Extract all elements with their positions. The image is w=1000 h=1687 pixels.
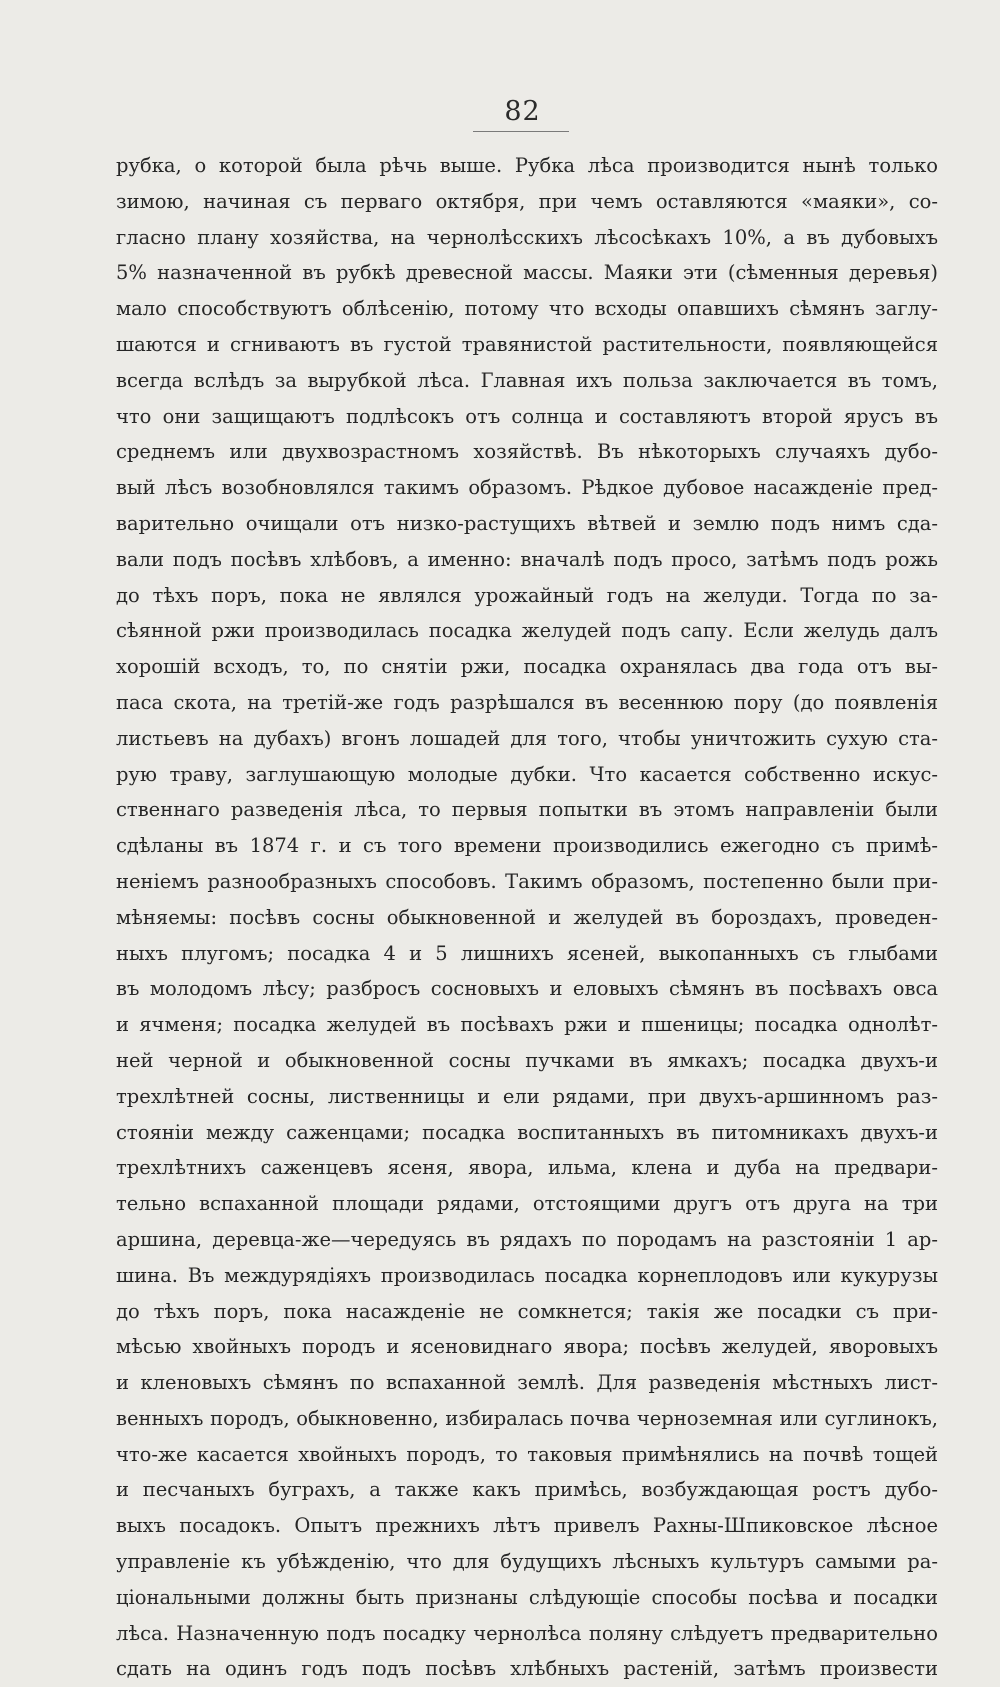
text-line: 5% назначенной въ рубкѣ древесной массы. Маяки эти (сѣменныя деревья) bbox=[116, 261, 938, 285]
text-line: ціональными должны быть признаны слѣдующіе способы посѣва и посадки bbox=[116, 1585, 938, 1609]
text-line: листьевъ на дубахъ) вгонъ лошадей для того, чтобы уничтожить сухую ста- bbox=[116, 726, 938, 750]
text-line: что они защищаютъ подлѣсокъ отъ солнца и составляютъ второй ярусъ въ bbox=[116, 404, 938, 428]
text-line: ней черной и обыкновенной сосны пучками въ ямкахъ; посадка двухъ-и bbox=[116, 1048, 938, 1072]
text-line: венныхъ породъ, обыкновенно, избиралась почва черноземная или суглинокъ, bbox=[116, 1406, 938, 1430]
text-line: трехлѣтнихъ саженцевъ ясеня, явора, ильма, клена и дуба на предвари- bbox=[116, 1156, 938, 1180]
text-line: ныхъ плугомъ; посадка 4 и 5 лишнихъ ясеней, выкопанныхъ съ глыбами bbox=[116, 941, 938, 965]
text-line: управленіе къ убѣжденію, что для будущихъ лѣсныхъ культуръ самыми ра- bbox=[116, 1550, 938, 1574]
text-line: среднемъ или двухвозрастномъ хозяйствѣ. Въ нѣкоторыхъ случаяхъ дубо- bbox=[116, 440, 938, 464]
text-line: шина. Въ междурядіяхъ производилась посадка корнеплодовъ или кукурузы bbox=[116, 1263, 938, 1287]
text-line: неніемъ разнообразныхъ способовъ. Такимъ образомъ, постепенно были при- bbox=[116, 869, 938, 893]
text-line: хорошій всходъ, то, по снятіи ржи, посадка охранялась два года отъ вы- bbox=[116, 655, 938, 679]
text-line: вали подъ посѣвъ хлѣбовъ, а именно: вначалѣ подъ просо, затѣмъ подъ рожь bbox=[116, 547, 938, 571]
text-line: и песчаныхъ буграхъ, а также какъ примѣсь, возбуждающая ростъ дубо- bbox=[116, 1478, 938, 1502]
text-line: всегда вслѣдъ за вырубкой лѣса. Главная ихъ польза заключается въ томъ, bbox=[116, 368, 938, 392]
page-number: 82 bbox=[504, 96, 541, 127]
text-line: и ячменя; посадка желудей въ посѣвахъ ржи и пшеницы; посадка однолѣт- bbox=[116, 1013, 938, 1037]
text-line: гласно плану хозяйства, на чернолѣсскихъ лѣсосѣкахъ 10%, а въ дубовыхъ bbox=[116, 225, 938, 249]
text-line: мѣняемы: посѣвъ сосны обыкновенной и желудей въ бороздахъ, проведен- bbox=[116, 905, 938, 929]
text-line: мѣсью хвойныхъ породъ и ясеновиднаго явора; посѣвъ желудей, яворовыхъ bbox=[116, 1335, 938, 1359]
text-line: сѣянной ржи производилась посадка желудей подъ сапу. Если желудь далъ bbox=[116, 619, 938, 643]
text-line: зимою, начиная съ перваго октября, при чемъ оставляются «маяки», со- bbox=[116, 189, 938, 213]
text-line: выхъ посадокъ. Опытъ прежнихъ лѣтъ привелъ Рахны-Шпиковское лѣсное bbox=[116, 1514, 938, 1538]
text-line: варительно очищали отъ низко-растущихъ вѣтвей и землю подъ нимъ сда- bbox=[116, 511, 938, 535]
text-line: что-же касается хвойныхъ породъ, то таковыя примѣнялись на почвѣ тощей bbox=[116, 1442, 938, 1466]
text-line: вый лѣсъ возобновлялся такимъ образомъ. Рѣдкое дубовое насажденіе пред- bbox=[116, 476, 938, 500]
text-line: трехлѣтней сосны, лиственницы и ели рядами, при двухъ-аршинномъ раз- bbox=[116, 1084, 938, 1108]
text-line: въ молодомъ лѣсу; разбросъ сосновыхъ и еловыхъ сѣмянъ въ посѣвахъ овса bbox=[116, 977, 938, 1001]
text-line: аршина, деревца-же—чередуясь въ рядахъ по породамъ на разстояніи 1 ар- bbox=[116, 1227, 938, 1251]
text-line: ственнаго разведенія лѣса, то первыя попытки въ этомъ направленіи были bbox=[116, 798, 938, 822]
text-line: стояніи между саженцами; посадка воспитанныхъ въ питомникахъ двухъ-и bbox=[116, 1120, 938, 1144]
text-line: тельно вспаханной площади рядами, отстоящими другъ отъ друга на три bbox=[116, 1192, 938, 1216]
page-number-rule bbox=[473, 131, 569, 132]
text-line: рую траву, заглушающую молодые дубки. Что касается собственно искус- bbox=[116, 762, 938, 786]
body-text bbox=[116, 148, 938, 1687]
text-line: лѣса. Назначенную подъ посадку чернолѣса поляну слѣдуетъ предварительно bbox=[116, 1621, 938, 1645]
text-line: сдѣланы въ 1874 г. и съ того времени производились ежегодно съ примѣ- bbox=[116, 834, 938, 858]
text-line: рубка, о которой была рѣчь выше. Рубка лѣса производится нынѣ только bbox=[116, 154, 938, 177]
text-line: паса скота, на третій-же годъ разрѣшался въ весеннюю пору (до появленія bbox=[116, 690, 938, 714]
text-line: и кленовыхъ сѣмянъ по вспаханной землѣ. Для разведенія мѣстныхъ лист- bbox=[116, 1371, 938, 1395]
text-line: шаются и сгниваютъ въ густой травянистой растительности, появляющейся bbox=[116, 332, 938, 356]
text-line: мало способствуютъ облѣсенію, потому что всходы опавшихъ сѣмянъ заглу- bbox=[116, 297, 938, 321]
text-line: до тѣхъ поръ, пока не являлся урожайный годъ на желуди. Тогда по за- bbox=[116, 583, 938, 607]
text-line: до тѣхъ поръ, пока насажденіе не сомкнется; такія же посадки съ при- bbox=[116, 1299, 938, 1323]
text-line: сдать на одинъ годъ подъ посѣвъ хлѣбныхъ растеній, затѣмъ произвести bbox=[116, 1657, 938, 1681]
